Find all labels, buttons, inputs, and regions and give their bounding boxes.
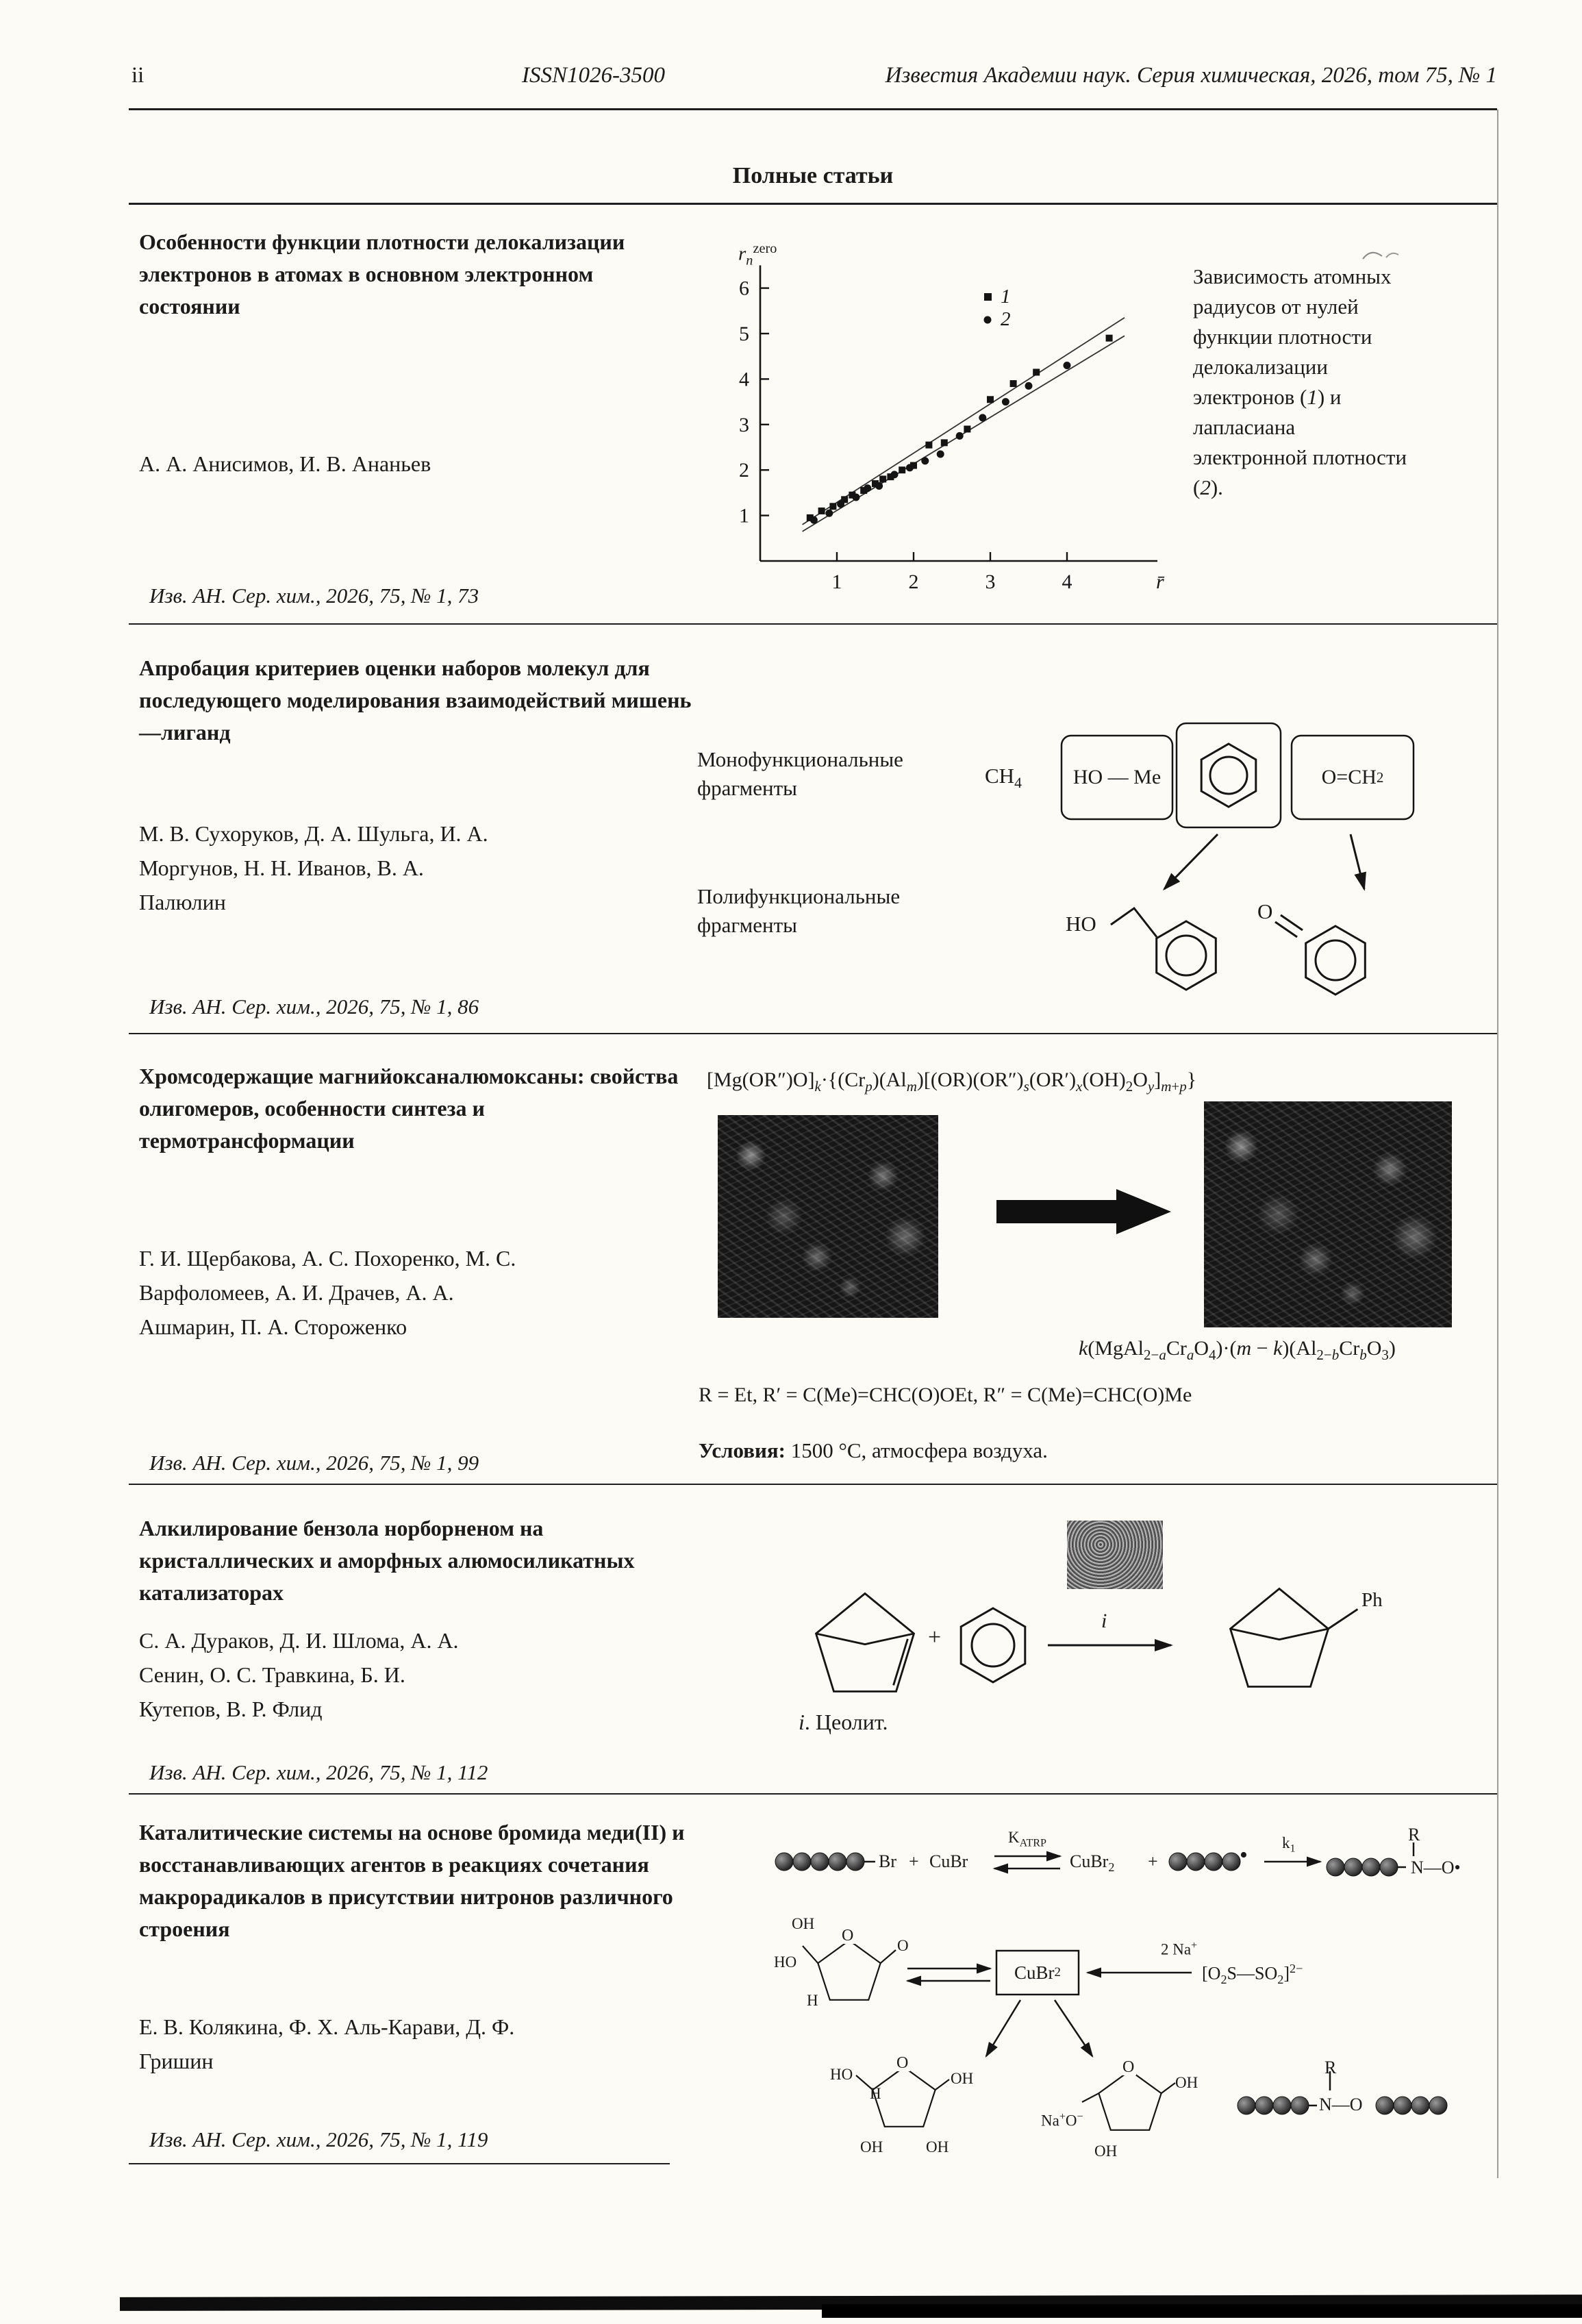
oh-label: OH — [792, 1915, 815, 1932]
catalyst-image — [1067, 1521, 1163, 1589]
data-point-circle — [979, 414, 986, 421]
data-point-circle — [1002, 398, 1009, 405]
scan-edge-line — [1497, 110, 1498, 2178]
data-point-square — [941, 439, 948, 446]
data-point-square — [987, 396, 994, 403]
ho-label: HO — [774, 1953, 797, 1971]
norbornyl-product-structure — [1231, 1589, 1358, 1687]
data-point-circle — [956, 432, 964, 440]
plus-1: + — [909, 1851, 919, 1871]
oligomer-formula: $[Mg(OR'')O]_k\cdot\{(Cr_p)(Al_m)[(OR)(OR'')_s(OR')_x(OH)_2O_y]_{m+p}\}$ — [707, 1069, 1197, 1095]
k-atrp-label: $K_{ATRP}$ — [1008, 1829, 1046, 1849]
benzyl-phenyl-ring — [1157, 921, 1216, 990]
article-5-graphic — [767, 1825, 1527, 2169]
legend-label: 1 — [1001, 286, 1011, 308]
h-label: H — [807, 1992, 818, 2009]
divider-rule-2 — [129, 1033, 1497, 1034]
pencil-mark — [1361, 247, 1403, 264]
y-tick-label: 4 — [739, 368, 749, 391]
methane-label: $CH_4$ — [985, 764, 1022, 792]
data-point-square — [899, 466, 905, 473]
article-1-citation: Изв. АН. Сер. хим., 2026, 75, № 1, 73 — [149, 584, 479, 608]
benzene-ring — [961, 1608, 1025, 1682]
divider-rule-1 — [129, 623, 1497, 625]
bond-to-phenyl — [1329, 1609, 1358, 1629]
data-point-square — [1010, 380, 1017, 387]
article-5-authors: Е. В. Колякина, Ф. Х. Аль-Карави, Д. Ф. Гришин — [139, 2014, 515, 2073]
ring-oxygen-sugar-left: O — [894, 2055, 910, 2071]
section-rule — [129, 203, 1497, 205]
data-point-circle — [864, 484, 871, 492]
chart-y-axis-label: $r_n^{zero}$ — [738, 241, 777, 268]
data-point-circle — [875, 482, 883, 490]
divider-rule-3 — [129, 1484, 1497, 1485]
article-2-title: Апробация критериев оценки наборов молекул для последующего моделирования взаимодействий мишень—лиганд — [139, 655, 692, 745]
polymer-chain-b — [1169, 1853, 1240, 1871]
header-rule — [129, 108, 1497, 110]
benzyl-ho-label: HO — [1066, 912, 1096, 936]
poly-fragments-label: Полифункциональные фрагменты — [697, 884, 901, 937]
cubr-label: CuBr — [929, 1851, 968, 1871]
ring-oxygen: O — [840, 1927, 855, 1944]
article-1-graphic-caption: Зависимость атомных радиусов от нулей функции плотности делокализации электронов (1) и лапласиана электронной плотности (2). — [1193, 264, 1407, 499]
journal-title: Известия Академии наук. Серия химическая, 2026, том 75, № 1 — [885, 63, 1497, 88]
y-tick-label: 5 — [739, 323, 749, 345]
article-1-authors: А. А. Анисимов, И. В. Ананьев — [139, 451, 431, 476]
data-point-square — [1106, 335, 1113, 342]
article-3-citation: Изв. АН. Сер. хим., 2026, 75, № 1, 99 — [149, 1451, 479, 1475]
data-point-circle — [810, 516, 818, 524]
article-3-authors: Г. И. Щербакова, А. С. Похоренко, М. С. Варфоломеев, А. И. Драчев, А. А. Ашмарин, П. А. Стороженко — [139, 1246, 516, 1339]
sem-image-before — [718, 1115, 938, 1318]
data-point-circle — [937, 450, 944, 458]
legend-marker-square — [984, 293, 992, 301]
aldehyde-o-label: O — [1257, 899, 1273, 923]
polymer-chain-c — [1327, 1842, 1414, 1876]
nitroxide-label-top: N—O• — [1411, 1858, 1461, 1877]
article-3-title: Хромсодержащие магнийоксаналюмоксаны: свойства олигомеров, особенности синтеза и термотрансформации — [139, 1064, 679, 1153]
divider-rule-4 — [129, 1793, 1497, 1795]
article-4-graphic — [788, 1515, 1445, 1721]
sem-image-after — [1204, 1101, 1452, 1327]
polymer-chain-d — [1238, 2071, 1330, 2114]
article-2-authors: М. В. Сухоруков, Д. А. Шульга, И. А. Моргунов, Н. Н. Иванов, В. А. Палюлин — [139, 821, 488, 914]
data-point-circle — [853, 494, 860, 501]
substituent-definitions: R = Et, R′ = C(Me)=CHC(O)OEt, R″ = C(Me)=CHC(O)Me — [699, 1384, 1192, 1406]
y-tick-label: 2 — [739, 459, 749, 482]
oh-label-sugar-right-2: OH — [1094, 2142, 1118, 2160]
product-formula: $k(MgAl_{2-a}Cr_aO_4)\cdot(m - k)(Al_{2-b}Cr_bO_3)$ — [1079, 1337, 1396, 1363]
polymer-chain-e — [1376, 2097, 1447, 2114]
benzaldehyde-phenyl-ring — [1306, 926, 1366, 995]
x-axis-label: r̄ — [1156, 571, 1164, 593]
scatter-chart — [723, 226, 1202, 599]
y-tick-label: 6 — [739, 277, 749, 300]
phenyl-label: Ph — [1361, 1589, 1383, 1611]
article-2-graphic — [692, 719, 1486, 1014]
article-5-citation: Изв. АН. Сер. хим., 2026, 75, № 1, 119 — [149, 2127, 488, 2151]
article-4-title: Алкилирование бензола норборненом на кристаллических и аморфных алюмосиликатных катализаторах — [139, 1516, 635, 1605]
data-point-square — [964, 425, 970, 432]
ring-oxygen-sugar-right: O — [1120, 2059, 1136, 2075]
section-heading: Полные статьи — [732, 163, 894, 188]
data-point-square — [829, 503, 836, 510]
data-point-circle — [1064, 362, 1071, 369]
legend-label: 2 — [1001, 308, 1011, 330]
legend-marker-circle — [984, 316, 992, 324]
atrp-scheme-shapes — [767, 1833, 1527, 2169]
zeolite-footnote: i. Цеолит. — [799, 1710, 888, 1734]
article-1-title: Особенности функции плотности делокализации электронов в атомах в основном электронном состоянии — [139, 229, 625, 318]
formaldehyde-label: O=CH 2 — [1321, 766, 1384, 788]
h-label-sugar-left: H — [870, 2085, 881, 2102]
conditions-line: Условия: 1500 °C, атмосфера воздуха. — [699, 1438, 1048, 1462]
radical-dot: • — [1240, 1842, 1248, 1868]
r-label-bottom: R — [1324, 2058, 1337, 2077]
trend-line — [803, 336, 1125, 532]
divider-rule-5-partial — [129, 2163, 670, 2164]
sugar-ring-right — [1082, 2071, 1175, 2130]
scan-bottom-band-dark — [822, 2304, 1582, 2318]
y-tick-label: 3 — [739, 413, 749, 436]
data-point-circle — [891, 471, 899, 478]
mono-fragments-label: Монофункциональные фрагменты — [697, 747, 903, 800]
sodium-label: 2 Na+ — [1161, 1940, 1198, 1958]
cubr2-label: CuBr$_2$ — [1070, 1851, 1115, 1875]
cubr2-box-label: CuBr 2 — [1014, 1962, 1061, 1983]
data-point-circle — [1025, 382, 1033, 390]
data-point-square — [925, 442, 932, 449]
step-label-i: i — [1101, 1610, 1107, 1632]
methanol-label: HO — Me — [1072, 766, 1162, 788]
benzyl-ch2-bond — [1111, 908, 1157, 937]
data-point-square — [879, 475, 886, 482]
article-4-authors: С. А. Дураков, Д. И. Шлома, А. А. Сенин, О. С. Травкина, Б. И. Кутепов, В. Р. Флид — [139, 1628, 459, 1721]
k1-label: $k_1$ — [1282, 1834, 1296, 1855]
transformation-arrow — [996, 1189, 1175, 1237]
polymer-chain-a — [775, 1853, 875, 1871]
sodium-alkoxide-label: Na+O− — [1041, 2111, 1083, 2129]
data-point-circle — [921, 457, 929, 464]
plus-2: + — [1148, 1851, 1158, 1871]
plus-sign: + — [928, 1625, 942, 1650]
br-label: Br — [879, 1851, 896, 1871]
x-tick-label: 1 — [831, 571, 842, 593]
data-point-circle — [825, 510, 833, 517]
oh-label-sugar-left-1: OH — [860, 2138, 883, 2156]
benzene-ring-icon — [1201, 744, 1256, 807]
article-2-citation: Изв. АН. Сер. хим., 2026, 75, № 1, 86 — [149, 995, 479, 1019]
fragment-box-benzene — [1177, 723, 1281, 827]
dithionite-label: $[O_2S—SO_2]^{2-}$ — [1202, 1962, 1303, 1986]
oh-label-sugar-right-1: OH — [1175, 2074, 1198, 2091]
oh-label-sugar-left-3: OH — [951, 2070, 974, 2087]
data-point-circle — [906, 464, 914, 471]
issn: ISSN1026-3500 — [522, 63, 665, 88]
ascorbate-ring — [803, 1940, 896, 2000]
o-label: O — [897, 1937, 909, 1954]
x-tick-label: 3 — [985, 571, 996, 593]
y-tick-label: 1 — [739, 504, 749, 527]
r-label-top: R — [1408, 1825, 1420, 1845]
norbornene-structure — [816, 1594, 914, 1692]
article-5-title: Каталитические системы на основе бромида меди(II) и восстанавливающих агентов в реакциях сочетания макрорадикалов в присутствии нитронов различного строения — [139, 1820, 685, 1941]
oh-label-sugar-left-2: OH — [926, 2138, 949, 2156]
ho-label-sugar-left: HO — [830, 2066, 853, 2083]
data-point-circle — [837, 501, 844, 508]
arrow-to-benzaldehyde — [1351, 834, 1364, 889]
nitroxide-label-bottom: N—O — [1319, 2095, 1363, 2114]
x-tick-label: 4 — [1062, 571, 1072, 593]
data-point-square — [1033, 368, 1040, 375]
article-4-citation: Изв. АН. Сер. хим., 2026, 75, № 1, 112 — [149, 1760, 488, 1784]
arrow-to-sugar-right — [1055, 2000, 1092, 2056]
arrow-to-benzyl-alcohol — [1164, 834, 1218, 889]
page-number: ii — [131, 63, 145, 88]
arrow-to-sugar-left — [986, 2000, 1020, 2056]
x-tick-label: 2 — [908, 571, 919, 593]
data-point-square — [818, 508, 825, 514]
